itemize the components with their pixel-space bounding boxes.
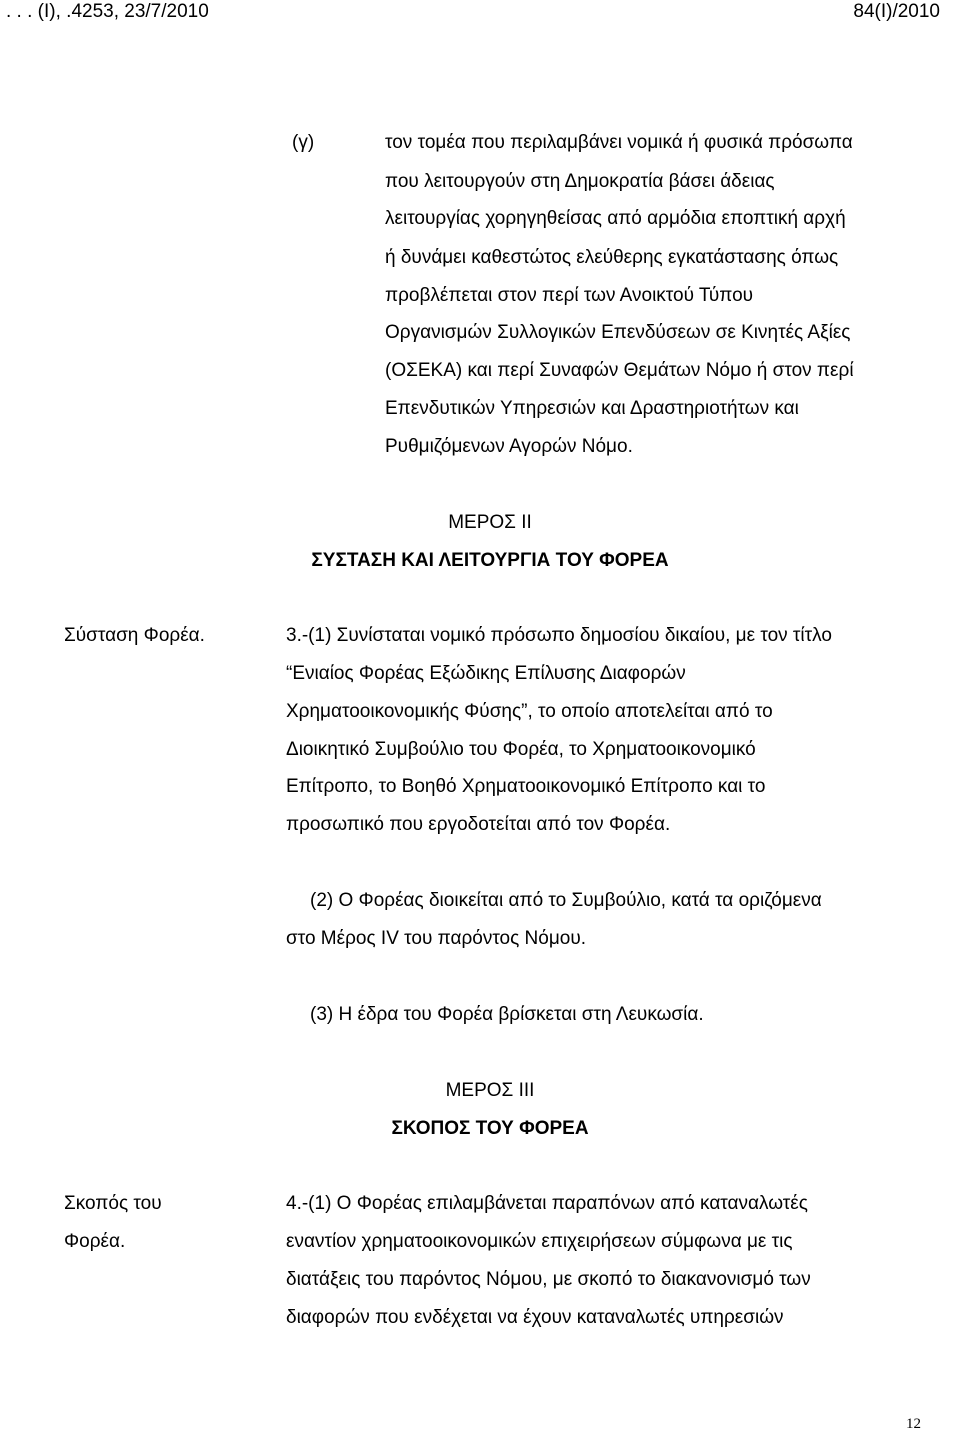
section-line: 4.-(1) Ο Φορέας επιλαμβάνεται παραπόνων από καταναλωτές: [286, 1193, 808, 1214]
section-line: εναντίον χρηματοοικονομικών επιχειρήσεων σύμφωνα με τις: [286, 1231, 793, 1252]
item-line: ή δυνάμει καθεστώτος ελεύθερης εγκατάστασης όπως: [385, 247, 839, 268]
item-marker: (γ): [292, 132, 315, 153]
section-line: “Ενιαίος Φορέας Εξώδικης Επίλυσης Διαφορών: [286, 663, 686, 684]
header-reference: . . . (Ι), .4253, 23/7/2010: [6, 1, 209, 22]
subsection-line: (3) Η έδρα του Φορέα βρίσκεται στη Λευκωσία.: [310, 1004, 704, 1025]
page-number: 12: [906, 1416, 921, 1432]
section-line: Διοικητικό Συμβούλιο του Φορέα, το Χρηματοοικονομικό: [286, 739, 756, 760]
margin-note: Σκοπός του: [64, 1193, 162, 1214]
section-line: Χρηματοοικονομικής Φύσης”, το οποίο αποτελείται από το: [286, 701, 773, 722]
part-title: ΣΥΣΤΑΣΗ ΚΑΙ ΛΕΙΤΟΥΡΓΙΑ ΤΟΥ ΦΟΡΕΑ: [311, 550, 669, 571]
section-line: προσωπικό που εργοδοτείται από τον Φορέα.: [286, 814, 671, 835]
section-line: 3.-(1) Συνίσταται νομικό πρόσωπο δημοσίου δικαίου, με τον τίτλο: [286, 625, 832, 646]
margin-note: Φορέα.: [64, 1231, 126, 1252]
subsection-line: στο Μέρος IV του παρόντος Νόμου.: [286, 928, 587, 949]
part-title: ΣΚΟΠΟΣ ΤΟΥ ΦΟΡΕΑ: [391, 1118, 589, 1139]
subsection-line: (2) Ο Φορέας διοικείται από το Συμβούλιο, κατά τα οριζόμενα: [310, 890, 822, 911]
section-line: διαφορών που ενδέχεται να έχουν καταναλωτές υπηρεσιών: [286, 1307, 784, 1328]
header-law-number: 84(Ι)/2010: [853, 1, 940, 22]
item-line: (ΟΣΕΚΑ) και περί Συναφών Θεμάτων Νόμο ή στον περί: [385, 360, 854, 381]
margin-note: Σύσταση Φορέα.: [64, 625, 205, 646]
item-line: που λειτουργούν στη Δημοκρατία βάσει άδειας: [385, 171, 775, 192]
item-line: λειτουργίας χορηγηθείσας από αρμόδια εποπτική αρχή: [385, 208, 846, 229]
part-heading: ΜΕΡΟΣ ΙΙΙ: [445, 1080, 535, 1101]
part-heading: ΜΕΡΟΣ ΙΙ: [448, 512, 532, 533]
section-line: Επίτροπο, το Βοηθό Χρηματοοικονομικό Επίτροπο και το: [286, 776, 766, 797]
item-line: Επενδυτικών Υπηρεσιών και Δραστηριοτήτων και: [385, 398, 799, 419]
item-line: προβλέπεται στον περί των Ανοικτού Τύπου: [385, 285, 754, 306]
section-line: διατάξεις του παρόντος Νόμου, με σκοπό το διακανονισμό των: [286, 1269, 811, 1290]
item-line: τον τομέα που περιλαμβάνει νομικά ή φυσικά πρόσωπα: [385, 132, 853, 153]
item-line: Ρυθμιζόμενων Αγορών Νόμο.: [385, 436, 633, 457]
item-line: Οργανισμών Συλλογικών Επενδύσεων σε Κινητές Αξίες: [385, 322, 851, 343]
